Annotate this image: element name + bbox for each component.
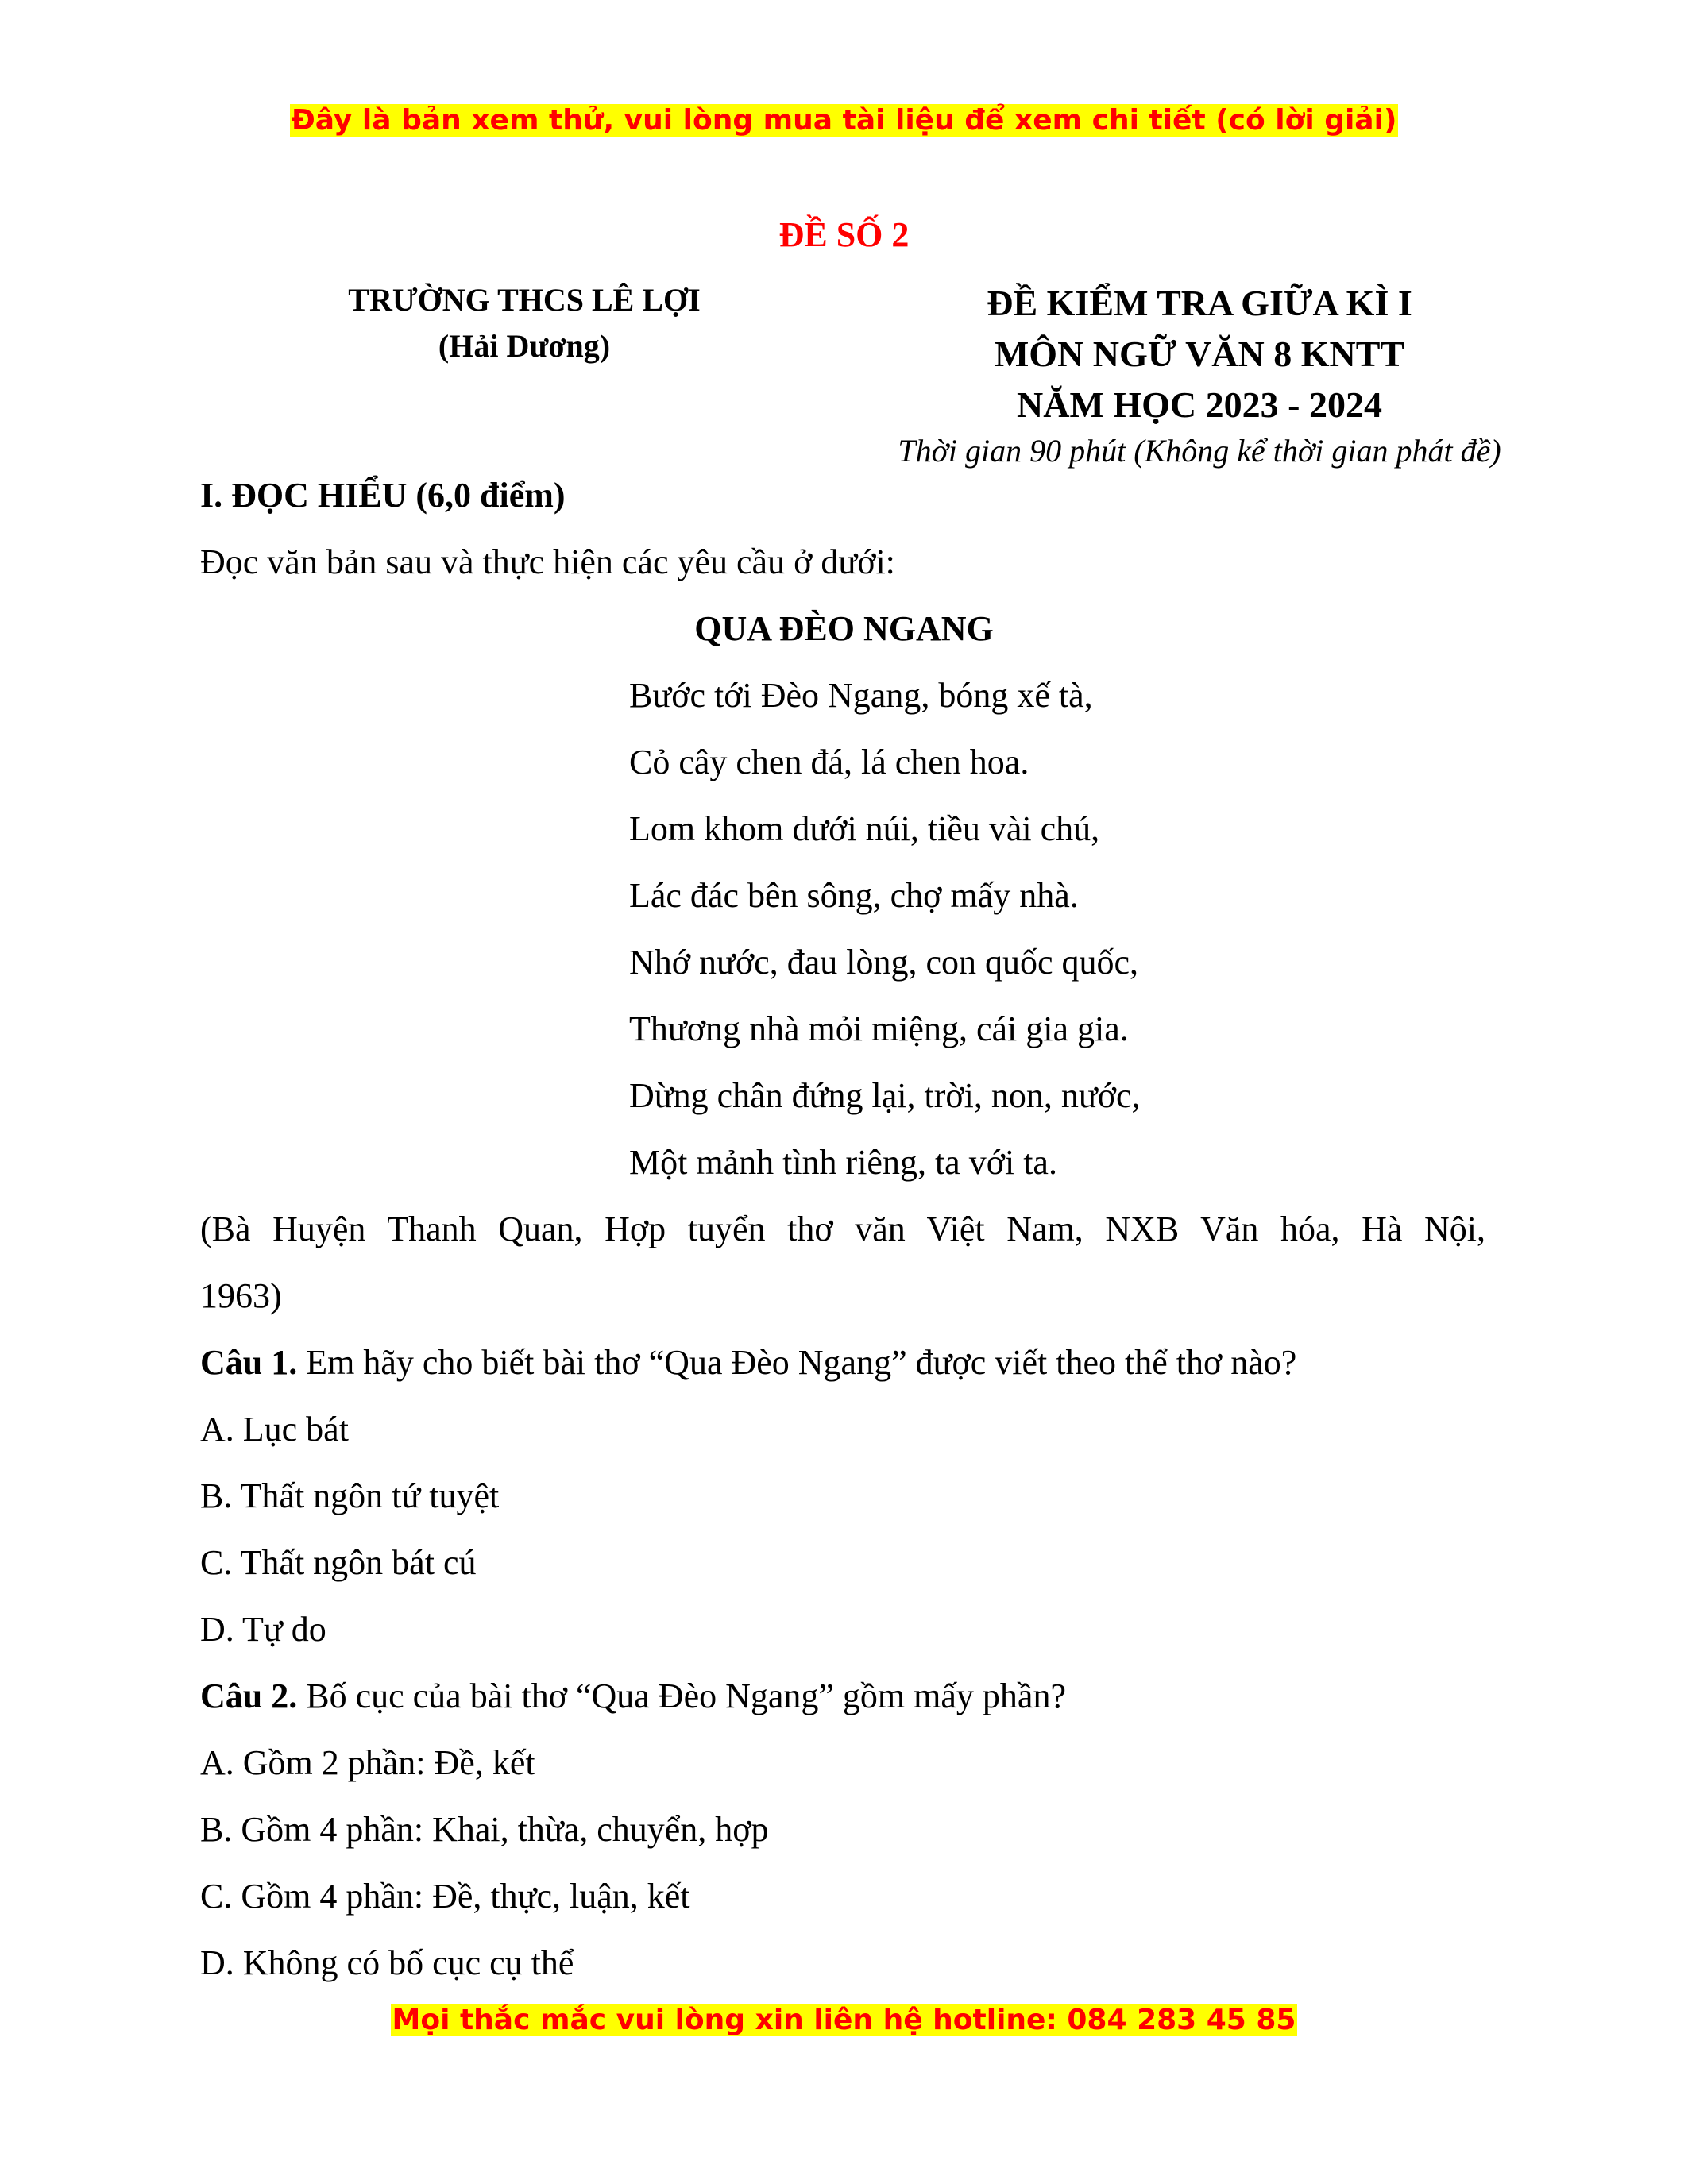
poem-line: Một mảnh tình riêng, ta với ta. [629, 1143, 1057, 1182]
poem-title: QUA ĐÈO NGANG [694, 609, 994, 648]
section-instruction: Đọc văn bản sau và thực hiện các yêu cầu ở dưới: [200, 542, 895, 581]
hotline-banner: Mọi thắc mắc vui lòng xin liên hệ hotline: 084 283 45 85 [392, 2004, 1296, 2036]
answer-option: D. Tự do [200, 1610, 326, 1649]
poem-line: Dừng chân đứng lại, trời, non, nước, [629, 1076, 1141, 1115]
poem-line: Thương nhà mỏi miệng, cái gia gia. [629, 1009, 1129, 1048]
question-text: Bố cục của bài thơ “Qua Đèo Ngang” gồm mấy phần? [297, 1677, 1066, 1715]
answer-option: A. Lục bát [200, 1410, 349, 1449]
answer-option: B. Gồm 4 phần: Khai, thừa, chuyển, hợp [200, 1810, 769, 1849]
answer-option: C. Thất ngôn bát cú [200, 1543, 477, 1582]
poem-line: Lom khom dưới núi, tiều vài chú, [629, 809, 1100, 848]
answer-option: C. Gồm 4 phần: Đề, thực, luận, kết [200, 1877, 690, 1916]
section-heading: I. ĐỌC HIỂU (6,0 điểm) [200, 476, 566, 515]
exam-number: ĐỀ SỐ 2 [778, 215, 910, 254]
question-1 [200, 1341, 1296, 1385]
exam-duration: Thời gian 90 phút (Không kể thời gian phát đề) [898, 433, 1501, 469]
exam-title-line3: NĂM HỌC 2023 - 2024 [1017, 384, 1382, 425]
exam-title-line1: ĐỀ KIỂM TRA GIỮA KÌ I [987, 283, 1412, 323]
school-location: (Hải Dương) [438, 328, 611, 364]
hotline-notice-wrapper [0, 2001, 1688, 2039]
answer-option: A. Gồm 2 phần: Đề, kết [200, 1743, 535, 1782]
poem-source: (Bà Huyện Thanh Quan, Hợp tuyển thơ văn Việt Nam, NXB Văn hóa, Hà Nội, [200, 1210, 1485, 1248]
school-name: TRƯỜNG THCS LÊ LỢI [348, 282, 701, 318]
poem-line: Cỏ cây chen đá, lá chen hoa. [629, 743, 1029, 781]
preview-notice-wrapper [0, 102, 1688, 140]
exam-title-line2: MÔN NGỮ VĂN 8 KNTT [994, 334, 1405, 374]
poem-line: Lác đác bên sông, chợ mấy nhà. [629, 876, 1079, 915]
answer-option: B. Thất ngôn tứ tuyệt [200, 1476, 500, 1515]
question-2 [200, 1674, 1066, 1719]
poem-line: Bước tới Đèo Ngang, bóng xế tà, [629, 676, 1093, 715]
question-label: Câu 1. [200, 1343, 298, 1382]
preview-notice-banner: Đây là bản xem thử, vui lòng mua tài liệu để xem chi tiết (có lời giải) [291, 104, 1397, 137]
question-label: Câu 2. [200, 1677, 298, 1715]
answer-option: D. Không có bố cục cụ thể [200, 1943, 574, 1982]
poem-source-year: 1963) [200, 1276, 282, 1315]
poem-line: Nhớ nước, đau lòng, con quốc quốc, [629, 943, 1139, 982]
question-text: Em hãy cho biết bài thơ “Qua Đèo Ngang” được viết theo thể thơ nào? [297, 1343, 1297, 1382]
